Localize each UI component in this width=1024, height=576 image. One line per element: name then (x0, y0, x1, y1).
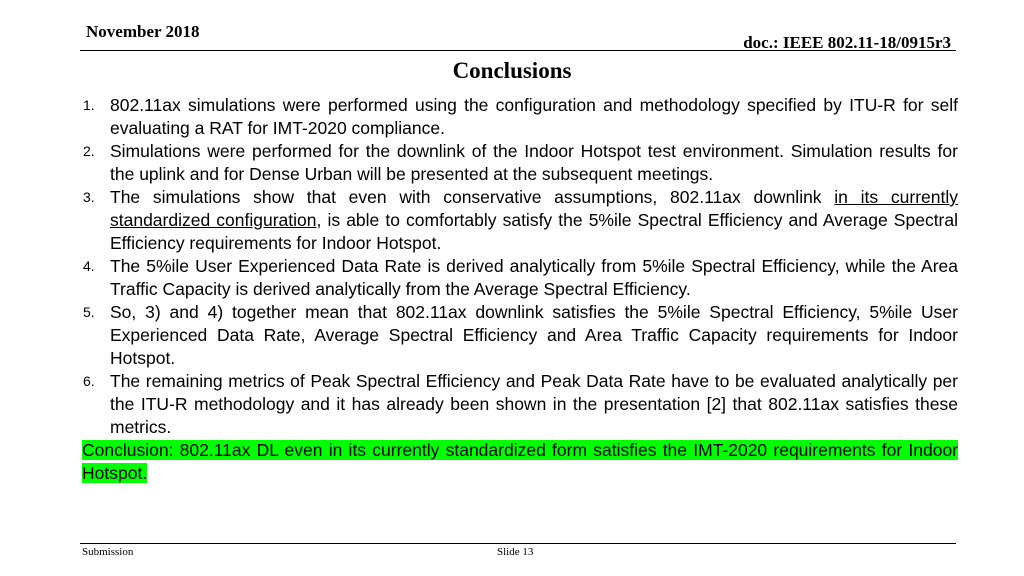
list-item-text: 802.11ax simulations were performed using the configuration and methodology specified by ITU-R for self evaluating a RAT for IMT-2020 compliance. (110, 95, 958, 138)
list-item-text-after: , is able to comfortably satisfy the 5%ile Spectral Efficiency and Average Spectral Efficiency requirements for Indoor Hotspot. (110, 210, 959, 253)
conclusions-list (82, 94, 958, 439)
list-item-text (110, 186, 958, 255)
footer-slide-number: Slide 13 (497, 546, 534, 558)
slide-body (82, 94, 958, 485)
list-item-text-before: The simulations show that even with conservative assumptions, 802.11ax downlink (110, 187, 835, 207)
list-item-number: 3. (83, 189, 95, 205)
list-item (82, 186, 958, 255)
list-item (82, 140, 958, 186)
slide-title: Conclusions (452, 58, 572, 83)
underlined-phrase: in its currently standardized configuration (110, 187, 958, 230)
list-item-text: The remaining metrics of Peak Spectral Efficiency and Peak Data Rate have to be evaluated analytically per the ITU-R methodology and it has already been shown in the presentation [2] that 802.11ax satisfies these metrics. (110, 371, 958, 437)
list-item (82, 301, 958, 370)
header-doc-id: doc.: IEEE 802.11-18/0915r3 (743, 33, 951, 52)
list-item-number: 6. (83, 373, 95, 389)
list-item (82, 94, 958, 140)
header-divider (80, 50, 956, 51)
footer-submission: Submission (82, 546, 134, 558)
list-item-number: 2. (83, 143, 95, 159)
list-item (82, 370, 958, 439)
list-item-text: So, 3) and 4) together mean that 802.11ax downlink satisfies the 5%ile Spectral Efficiency, 5%ile User Experienced Data Rate, Average Spectral Efficiency and Area Traffic Capacity requirements for Indoor Hotspot. (110, 302, 958, 368)
list-item-number: 5. (83, 304, 95, 320)
header-date: November 2018 (86, 22, 200, 41)
conclusion-highlight: Conclusion: 802.11ax DL even in its currently standardized form satisfies the IMT-2020 requirements for Indoor Hotspot. (82, 440, 958, 483)
list-item-number: 1. (83, 97, 95, 113)
list-item-text: The 5%ile User Experienced Data Rate is derived analytically from 5%ile Spectral Efficiency, while the Area Traffic Capacity is derived analytically from the Average Spectral Efficiency. (110, 256, 958, 299)
list-item (82, 255, 958, 301)
conclusion-paragraph (82, 439, 958, 485)
list-item-text: Simulations were performed for the downlink of the Indoor Hotspot test environment. Simulation results for the uplink and for Dense Urban will be presented at the subsequent meetings. (110, 141, 958, 184)
list-item-number: 4. (83, 258, 95, 274)
footer-divider (80, 543, 956, 544)
